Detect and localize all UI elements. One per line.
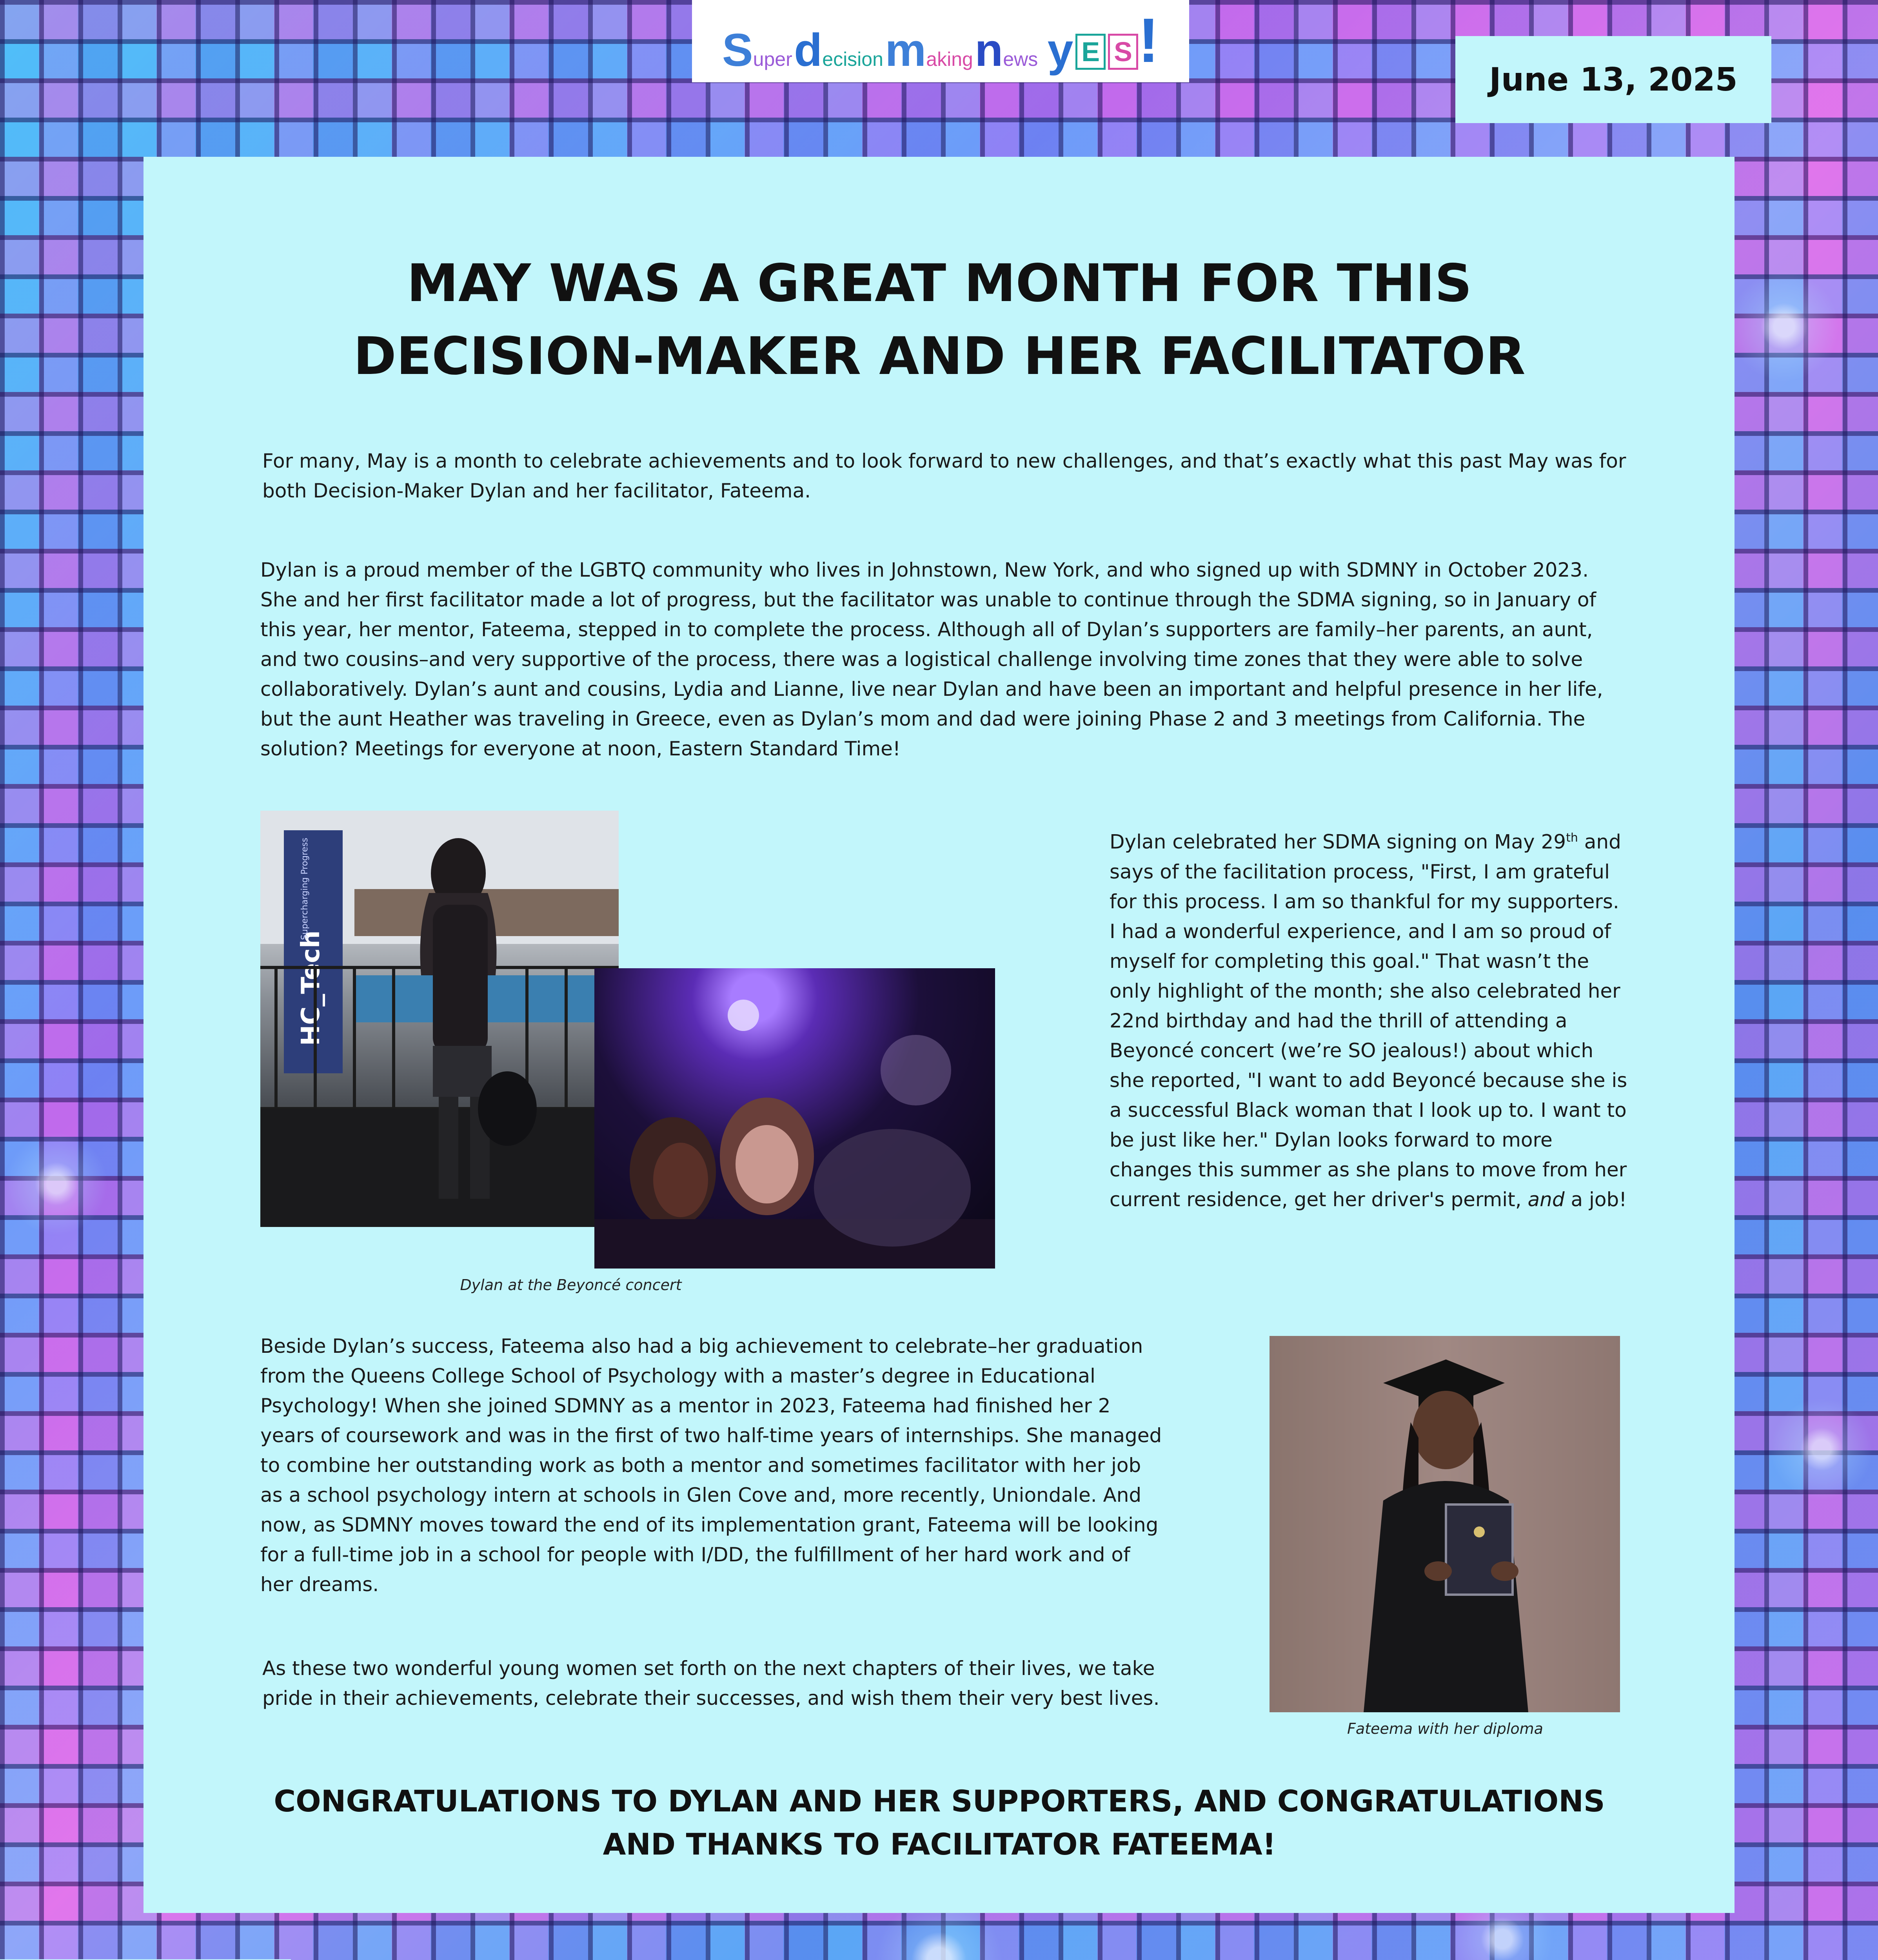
masthead-letter-e-box: E	[1075, 34, 1106, 70]
graduation-photo-illustration	[1270, 1336, 1620, 1712]
beyonce-concert-photo	[594, 968, 995, 1269]
signing-superscript: th	[1566, 831, 1578, 845]
sign-brand-text: HC_Tech	[296, 930, 325, 1046]
signing-text-part-2: and says of the facilitation process, "First, I am grateful for this process. I am so thankful for my supporters. I had a wonderful experience, and I am so proud of myself for completing this goal." That wasn’t the only highlight of the month; she also celebrated her 22nd birthday and had the thrill of attending a Beyoncé concert (we’re SO jealous!) about which she reported, "I want to add Beyoncé because she is a successful Black woman that I look up to. I want to be just like her." Dylan looks forward to more changes this summer as she plans to move from her current residence, get her driver's permit,	[1110, 830, 1627, 1211]
masthead-word-ecision: ecision	[822, 48, 883, 70]
signing-emphasis: and	[1527, 1188, 1565, 1211]
article-panel	[143, 157, 1735, 1913]
intro-paragraph: For many, May is a month to celebrate achievements and to look forward to new challenges, and that’s exactly what this past May was for both Decision-Maker Dylan and her facilitator, Fateema.	[262, 450, 1626, 502]
masthead-letter-s-box: S	[1108, 34, 1138, 70]
diploma-photo-caption: Fateema with her diploma	[1347, 1720, 1543, 1737]
newsletter-masthead	[692, 0, 1189, 82]
story-paragraph: Dylan is a proud member of the LGBTQ community who lives in Johnstown, New York, and who signed up with SDMNY in October 2023. She and her first facilitator made a lot of progress, but the facilitator was unable to continue through the SDMA signing, so in January of this year, her mentor, Fateema, stepped in to complete the process. Although all of Dylan’s supporters are family–her parents, an aunt, and two cousins–and very supportive of the process, there was a logistical challenge involving time zones that they were able to solve collaboratively. Dylan’s aunt and cousins, Lydia and Lianne, live near Dylan and have been an important and helpful presence in her life, but the aunt Heather was traveling in Greece, even as Dylan’s mom and dad were joining Phase 2 and 3 meetings from California. The solution? Meetings for everyone at noon, Eastern Standard Time!	[260, 559, 1603, 760]
stadium-photo-illustration	[260, 811, 619, 1227]
fateema-graduation-photo	[1270, 1336, 1620, 1712]
dylan-stadium-photo	[260, 811, 619, 1227]
concert-photo-caption: Dylan at the Beyoncé concert	[460, 1276, 682, 1294]
closing-congratulations: CONGRATULATIONS TO DYLAN AND HER SUPPORTERS, AND CONGRATULATIONS AND THANKS TO FACILITATOR FATEEMA!	[274, 1784, 1605, 1862]
wish-paragraph: As these two wonderful young women set forth on the next chapters of their lives, we take pride in their achievements, celebrate their successes, and wish them their very best lives.	[262, 1657, 1160, 1710]
signing-paragraph	[1110, 823, 1631, 1214]
masthead-letter-y: y	[1047, 24, 1073, 76]
sign-tagline-text: Supercharging Progress	[300, 837, 310, 940]
masthead-title	[722, 5, 1159, 76]
fateema-paragraph: Beside Dylan’s success, Fateema also had a big achievement to celebrate–her graduation from the Queens College School of Psychology with a master’s degree in Educational Psychology! When she joined SDMNY as a mentor in 2023, Fateema had finished her 2 years of coursework and was in the first of two half-time years of internships. She managed to combine her outstanding work as both a mentor and sometimes facilitator with her job as a school psychology intern at schools in Glen Cove and, more recently, Uniondale. And now, as SDMNY moves toward the end of its implementation grant, Fateema will be looking for a full-time job in a school for people with I/DD, the fulfillment of her hard work and of her dreams.	[260, 1335, 1162, 1596]
masthead-letter-m: m	[885, 24, 926, 76]
masthead-letter-s: S	[722, 24, 753, 76]
signing-text-part-3: a job!	[1564, 1188, 1627, 1211]
signing-text-part-1: Dylan celebrated her SDMA signing on May 29	[1110, 830, 1566, 853]
concert-photo-illustration	[594, 968, 995, 1269]
masthead-letter-d: d	[794, 24, 823, 76]
masthead-word-aking: aking	[926, 48, 973, 70]
masthead-word-ews: ews	[1003, 48, 1038, 70]
article-headline: MAY WAS A GREAT MONTH FOR THIS DECISION-MAKER AND HER FACILITATOR	[353, 253, 1526, 387]
masthead-letter-n: n	[975, 24, 1003, 76]
masthead-exclamation: !	[1138, 5, 1159, 75]
masthead-word-uper: uper	[753, 48, 792, 70]
masthead-yes	[1047, 5, 1159, 76]
issue-date: June 13, 2025	[1455, 36, 1771, 123]
